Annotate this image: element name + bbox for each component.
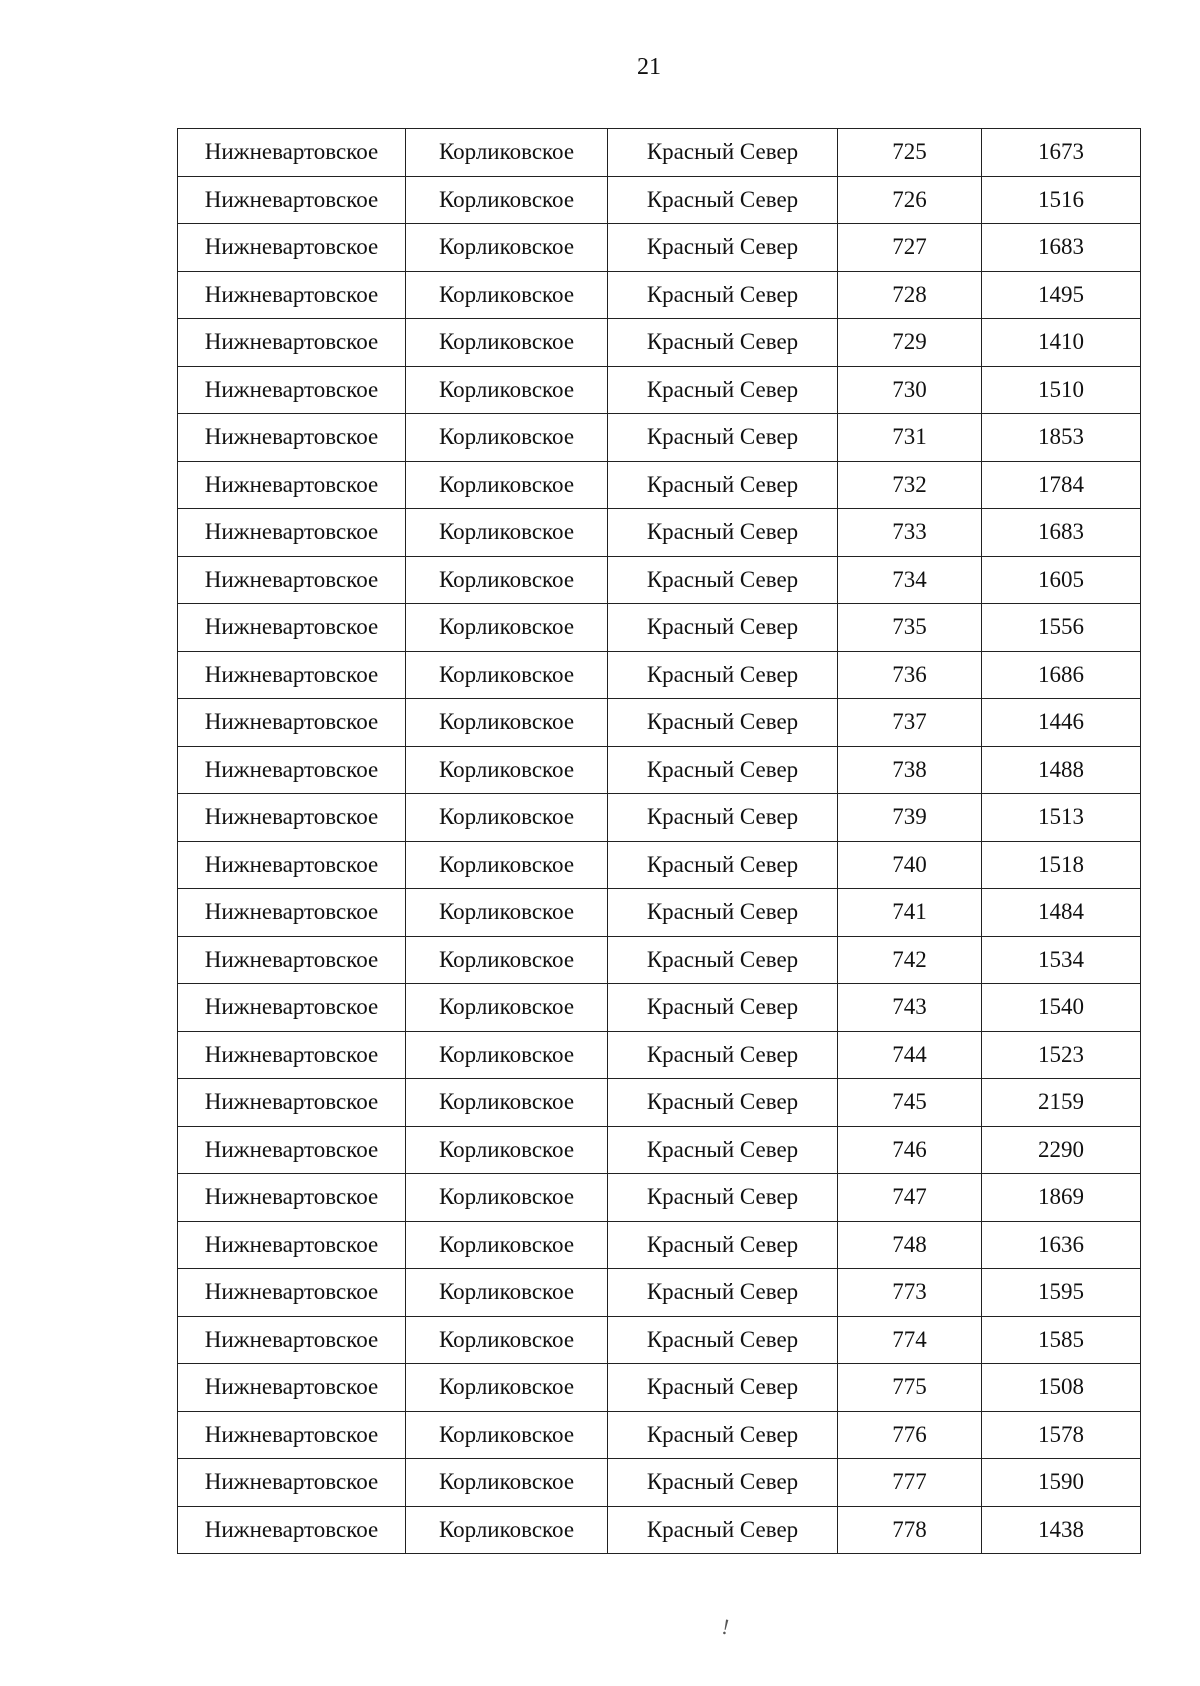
region-cell: Нижневартовское (178, 176, 406, 224)
table-row (178, 699, 1141, 747)
area-cell: Красный Север (608, 1126, 838, 1174)
number-cell: 778 (838, 1506, 982, 1554)
field-cell: Корликовское (406, 889, 608, 937)
table-row (178, 461, 1141, 509)
value-cell: 1495 (982, 271, 1141, 319)
value-cell: 1513 (982, 794, 1141, 842)
field-cell: Корликовское (406, 651, 608, 699)
number-cell: 744 (838, 1031, 982, 1079)
field-cell: Корликовское (406, 414, 608, 462)
area-cell: Красный Север (608, 841, 838, 889)
value-cell: 1516 (982, 176, 1141, 224)
page-number-container (0, 54, 1200, 81)
field-cell: Корликовское (406, 509, 608, 557)
value-cell: 1523 (982, 1031, 1141, 1079)
region-cell: Нижневартовское (178, 699, 406, 747)
value-cell: 1534 (982, 936, 1141, 984)
table-row (178, 841, 1141, 889)
area-cell: Красный Север (608, 319, 838, 367)
number-cell: 729 (838, 319, 982, 367)
number-cell: 731 (838, 414, 982, 462)
table-row (178, 889, 1141, 937)
field-cell: Корликовское (406, 1364, 608, 1412)
value-cell: 1508 (982, 1364, 1141, 1412)
value-cell: 1446 (982, 699, 1141, 747)
field-cell: Корликовское (406, 319, 608, 367)
table-row (178, 1221, 1141, 1269)
value-cell: 1410 (982, 319, 1141, 367)
region-cell: Нижневартовское (178, 1126, 406, 1174)
number-cell: 773 (838, 1269, 982, 1317)
area-cell: Красный Север (608, 604, 838, 652)
value-cell: 1484 (982, 889, 1141, 937)
field-cell: Корликовское (406, 794, 608, 842)
table-row (178, 556, 1141, 604)
region-cell: Нижневартовское (178, 224, 406, 272)
value-cell: 2290 (982, 1126, 1141, 1174)
area-cell: Красный Север (608, 414, 838, 462)
area-cell: Красный Север (608, 1079, 838, 1127)
number-cell: 740 (838, 841, 982, 889)
number-cell: 732 (838, 461, 982, 509)
area-cell: Красный Север (608, 651, 838, 699)
table-row (178, 1269, 1141, 1317)
number-cell: 775 (838, 1364, 982, 1412)
value-cell: 1673 (982, 129, 1141, 177)
table-row (178, 1459, 1141, 1507)
field-cell: Корликовское (406, 1174, 608, 1222)
value-cell: 1784 (982, 461, 1141, 509)
number-cell: 745 (838, 1079, 982, 1127)
data-table (177, 128, 1141, 1554)
region-cell: Нижневартовское (178, 794, 406, 842)
region-cell: Нижневартовское (178, 1459, 406, 1507)
number-cell: 736 (838, 651, 982, 699)
region-cell: Нижневартовское (178, 984, 406, 1032)
field-cell: Корликовское (406, 271, 608, 319)
page-number: 21 (637, 54, 661, 80)
table-row (178, 651, 1141, 699)
number-cell: 735 (838, 604, 982, 652)
table-row (178, 746, 1141, 794)
region-cell: Нижневартовское (178, 1269, 406, 1317)
region-cell: Нижневартовское (178, 1364, 406, 1412)
field-cell: Корликовское (406, 1079, 608, 1127)
area-cell: Красный Север (608, 366, 838, 414)
number-cell: 743 (838, 984, 982, 1032)
field-cell: Корликовское (406, 699, 608, 747)
value-cell: 1686 (982, 651, 1141, 699)
value-cell: 1578 (982, 1411, 1141, 1459)
field-cell: Корликовское (406, 176, 608, 224)
number-cell: 734 (838, 556, 982, 604)
number-cell: 730 (838, 366, 982, 414)
area-cell: Красный Север (608, 794, 838, 842)
table-row (178, 414, 1141, 462)
value-cell: 1488 (982, 746, 1141, 794)
area-cell: Красный Север (608, 1364, 838, 1412)
area-cell: Красный Север (608, 1031, 838, 1079)
table-row (178, 1316, 1141, 1364)
area-cell: Красный Север (608, 271, 838, 319)
area-cell: Красный Север (608, 1174, 838, 1222)
region-cell: Нижневартовское (178, 841, 406, 889)
region-cell: Нижневартовское (178, 319, 406, 367)
region-cell: Нижневартовское (178, 509, 406, 557)
area-cell: Красный Север (608, 129, 838, 177)
region-cell: Нижневартовское (178, 889, 406, 937)
value-cell: 1585 (982, 1316, 1141, 1364)
field-cell: Корликовское (406, 841, 608, 889)
field-cell: Корликовское (406, 129, 608, 177)
region-cell: Нижневартовское (178, 1506, 406, 1554)
area-cell: Красный Север (608, 1221, 838, 1269)
field-cell: Корликовское (406, 746, 608, 794)
table-row (178, 366, 1141, 414)
area-cell: Красный Север (608, 224, 838, 272)
field-cell: Корликовское (406, 1316, 608, 1364)
value-cell: 1540 (982, 984, 1141, 1032)
field-cell: Корликовское (406, 461, 608, 509)
table-row (178, 604, 1141, 652)
area-cell: Красный Север (608, 1316, 838, 1364)
number-cell: 777 (838, 1459, 982, 1507)
value-cell: 1683 (982, 509, 1141, 557)
area-cell: Красный Север (608, 176, 838, 224)
area-cell: Красный Север (608, 746, 838, 794)
table-row (178, 271, 1141, 319)
region-cell: Нижневартовское (178, 556, 406, 604)
value-cell: 1853 (982, 414, 1141, 462)
area-cell: Красный Север (608, 509, 838, 557)
table-row (178, 1126, 1141, 1174)
table-body (178, 129, 1141, 1554)
area-cell: Красный Север (608, 984, 838, 1032)
region-cell: Нижневартовское (178, 129, 406, 177)
field-cell: Корликовское (406, 936, 608, 984)
number-cell: 727 (838, 224, 982, 272)
value-cell: 1510 (982, 366, 1141, 414)
field-cell: Корликовское (406, 1459, 608, 1507)
field-cell: Корликовское (406, 984, 608, 1032)
area-cell: Красный Север (608, 1269, 838, 1317)
table-row (178, 176, 1141, 224)
area-cell: Красный Север (608, 556, 838, 604)
field-cell: Корликовское (406, 366, 608, 414)
region-cell: Нижневартовское (178, 1079, 406, 1127)
number-cell: 733 (838, 509, 982, 557)
table-row (178, 1411, 1141, 1459)
table-row (178, 1031, 1141, 1079)
table-row (178, 1079, 1141, 1127)
field-cell: Корликовское (406, 224, 608, 272)
table-row (178, 1364, 1141, 1412)
table-row (178, 129, 1141, 177)
number-cell: 728 (838, 271, 982, 319)
area-cell: Красный Север (608, 1506, 838, 1554)
field-cell: Корликовское (406, 1411, 608, 1459)
area-cell: Красный Север (608, 889, 838, 937)
region-cell: Нижневартовское (178, 746, 406, 794)
number-cell: 738 (838, 746, 982, 794)
number-cell: 742 (838, 936, 982, 984)
number-cell: 748 (838, 1221, 982, 1269)
number-cell: 739 (838, 794, 982, 842)
area-cell: Красный Север (608, 1459, 838, 1507)
table-row (178, 794, 1141, 842)
field-cell: Корликовское (406, 556, 608, 604)
value-cell: 1590 (982, 1459, 1141, 1507)
number-cell: 774 (838, 1316, 982, 1364)
region-cell: Нижневартовское (178, 936, 406, 984)
region-cell: Нижневартовское (178, 461, 406, 509)
number-cell: 737 (838, 699, 982, 747)
number-cell: 741 (838, 889, 982, 937)
area-cell: Красный Север (608, 699, 838, 747)
area-cell: Красный Север (608, 936, 838, 984)
table-row (178, 319, 1141, 367)
region-cell: Нижневартовское (178, 1174, 406, 1222)
number-cell: 726 (838, 176, 982, 224)
region-cell: Нижневартовское (178, 1221, 406, 1269)
value-cell: 1595 (982, 1269, 1141, 1317)
number-cell: 747 (838, 1174, 982, 1222)
region-cell: Нижневартовское (178, 604, 406, 652)
table-row (178, 509, 1141, 557)
region-cell: Нижневартовское (178, 1031, 406, 1079)
region-cell: Нижневартовское (178, 651, 406, 699)
table-row (178, 984, 1141, 1032)
area-cell: Красный Север (608, 1411, 838, 1459)
scan-mark: ! (719, 1613, 732, 1640)
region-cell: Нижневартовское (178, 271, 406, 319)
value-cell: 1605 (982, 556, 1141, 604)
field-cell: Корликовское (406, 1031, 608, 1079)
table-row (178, 936, 1141, 984)
number-cell: 746 (838, 1126, 982, 1174)
number-cell: 725 (838, 129, 982, 177)
region-cell: Нижневартовское (178, 414, 406, 462)
value-cell: 1869 (982, 1174, 1141, 1222)
field-cell: Корликовское (406, 1126, 608, 1174)
area-cell: Красный Север (608, 461, 838, 509)
number-cell: 776 (838, 1411, 982, 1459)
value-cell: 1438 (982, 1506, 1141, 1554)
field-cell: Корликовское (406, 604, 608, 652)
region-cell: Нижневартовское (178, 1411, 406, 1459)
table-row (178, 224, 1141, 272)
table-row (178, 1506, 1141, 1554)
field-cell: Корликовское (406, 1506, 608, 1554)
field-cell: Корликовское (406, 1269, 608, 1317)
value-cell: 2159 (982, 1079, 1141, 1127)
region-cell: Нижневартовское (178, 366, 406, 414)
value-cell: 1683 (982, 224, 1141, 272)
table-row (178, 1174, 1141, 1222)
value-cell: 1556 (982, 604, 1141, 652)
value-cell: 1518 (982, 841, 1141, 889)
field-cell: Корликовское (406, 1221, 608, 1269)
value-cell: 1636 (982, 1221, 1141, 1269)
region-cell: Нижневартовское (178, 1316, 406, 1364)
